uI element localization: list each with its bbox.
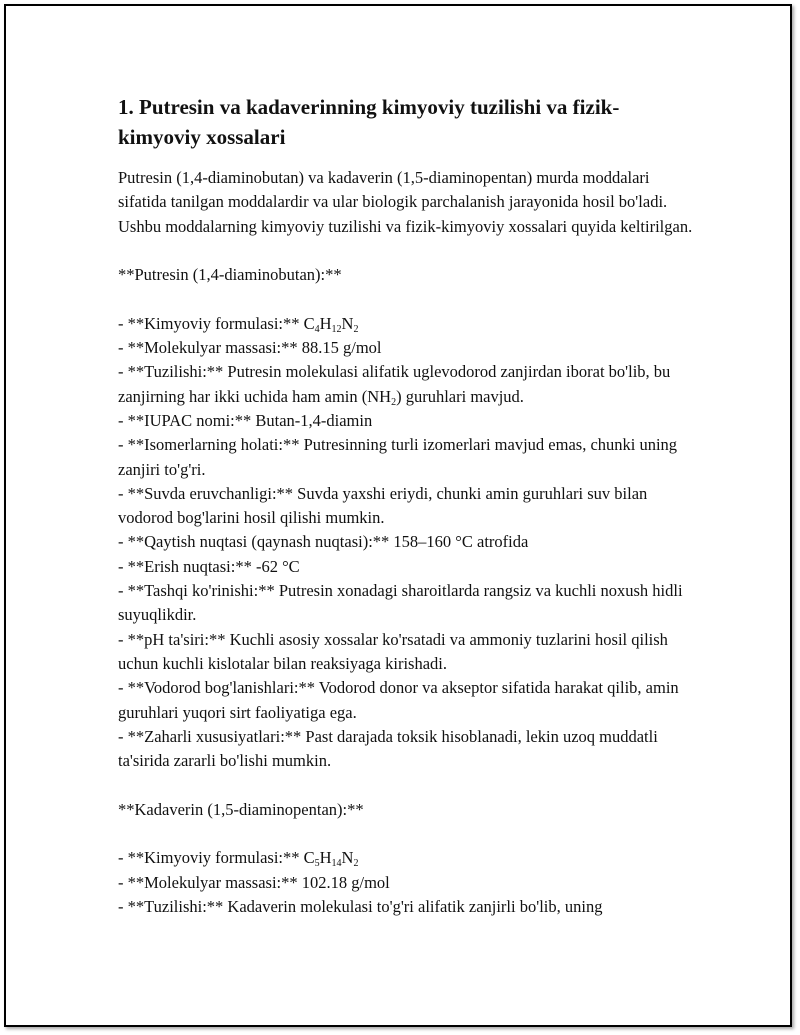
kadaverin-formula: - **Kimyoviy formulasi:** $C_5H_{14}N_2$ (118, 848, 359, 870)
putresin-isomers: - **Isomerlarning holati:** Putresinning turli izomerlari mavjud emas, chunki uning zanjiri to'g'ri. (118, 435, 678, 479)
putresin-title: **Putresin (1,4-diaminobutan):** (118, 265, 342, 285)
kadaverin-structure: - **Tuzilishi:** Kadaverin molekulasi to'g'ri alifatik zanjirli bo'lib, uning (118, 896, 603, 916)
kadaverin-mass: - **Molekulyar massasi:** 102.18 g/mol (118, 872, 390, 892)
intro-paragraph: Putresin (1,4-diaminobutan) va kadaverin (1,5-diaminopentan) murda moddalari sifatida tanilgan moddalardir va ular biologik parchalanish jarayonida hosil bo'ladi. Ushbu moddalarning kimyoviy tuzilishi va fizik-kimyoviy xossalari quyida keltirilgan. (118, 168, 693, 236)
putresin-iupac: - **IUPAC nomi:** Butan-1,4-diamin (118, 410, 373, 430)
putresin-appearance: - **Tashqi ko'rinishi:** Putresin xonadagi sharoitlarda rangsiz va kuchli noxush hidli suyuqlikdir. (118, 581, 683, 625)
putresin-melting-point: - **Erish nuqtasi:** -62 °C (118, 556, 300, 576)
putresin-solubility: - **Suvda eruvchanligi:** Suvda yaxshi eriydi, chunki amin guruhlari suv bilan vodorod bog'larini hosil qilishi mumkin. (118, 483, 648, 528)
putresin-toxicity: - **Zaharli xususiyatlari:** Past darajada toksik hisoblanadi, lekin uzoq muddatli ta'sirida zararli bo'lishi mumkin. (118, 726, 658, 771)
putresin-mass: - **Molekulyar massasi:** 88.15 g/mol (118, 338, 382, 358)
kadaverin-title: **Kadaverin (1,5-diaminopentan):** (118, 799, 364, 819)
putresin-structure: - **Tuzilishi:** Putresin molekulasi alifatik uglevodorod zanjirdan iborat bo'lib, bu zanjirning har ikki uchida ham amin $(NH_2)$ guruhlari mavjud. (118, 362, 671, 408)
document-content (118, 92, 698, 919)
putresin-ph: - **pH ta'siri:** Kuchli asosiy xossalar ko'rsatadi va ammoniy tuzlarini hosil qilish uchun kuchli kislotalar bilan reaksiyaga kirishadi. (118, 629, 668, 673)
putresin-hydrogen-bonds: - **Vodorod bog'lanishlari:** Vodorod donor va akseptor sifatida harakat qilib, amin guruhlari yuqori sirt faoliyatiga ega. (118, 678, 679, 722)
putresin-formula: - **Kimyoviy formulasi:** $C_4H_{12}N_2$ (118, 313, 359, 335)
putresin-boiling-point: - **Qaytish nuqtasi (qaynash nuqtasi):** 158–160 °C atrofida (118, 532, 529, 552)
section-heading: 1. Putresin va kadaverinning kimyoviy tuzilishi va fizik-kimyoviy xossalari (118, 95, 620, 149)
